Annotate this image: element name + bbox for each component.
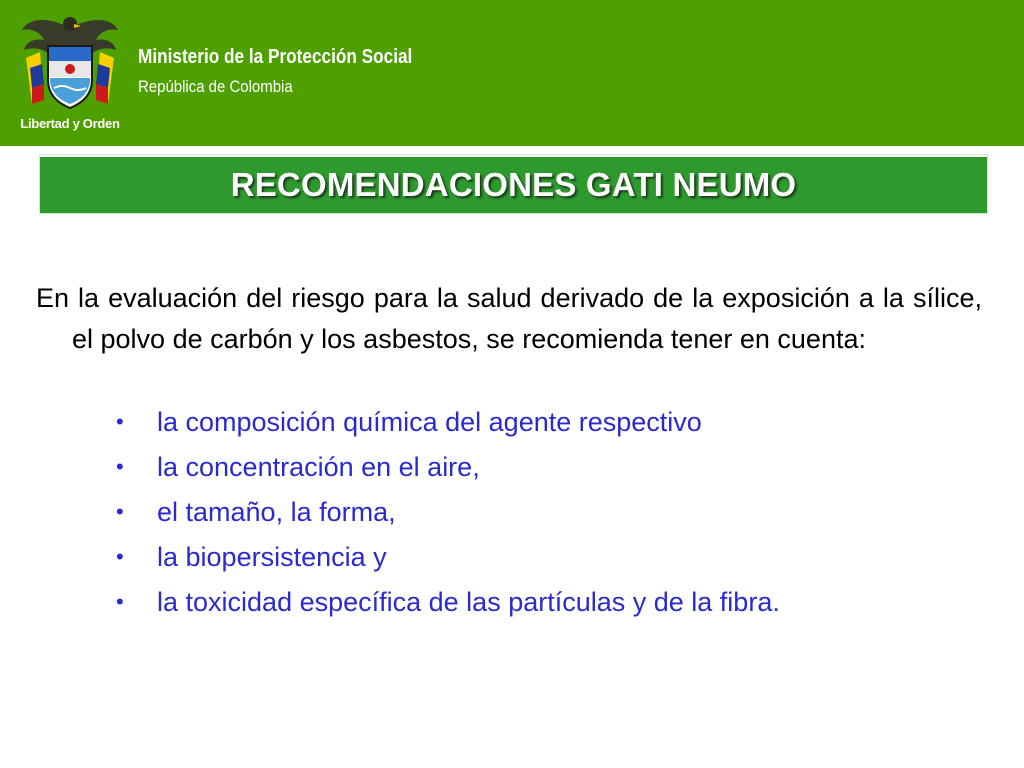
list-item-text: la composición química del agente respectivo (157, 407, 702, 437)
list-item (112, 494, 972, 539)
list-item-text: la toxicidad específica de las partículas y de la fibra. (157, 587, 780, 617)
ministry-subtitle: República de Colombia (138, 77, 293, 96)
list-item (112, 539, 972, 584)
crest-motto: Libertad y Orden (20, 116, 120, 131)
intro-paragraph: En la evaluación del riesgo para la salud derivado de la exposición a la sílice, el polvo de carbón y los asbestos, se recomienda tener en cuenta: (36, 283, 982, 354)
bullet-icon: • (116, 454, 124, 479)
list-item (112, 449, 972, 494)
list-item-text: la concentración en el aire, (157, 452, 480, 482)
bullet-icon: • (116, 589, 124, 614)
crest-emblem-icon (18, 8, 122, 116)
title-banner (40, 155, 987, 213)
bullet-icon: • (116, 409, 124, 434)
ministry-title: Ministerio de la Protección Social (138, 46, 413, 68)
list-item (112, 404, 972, 449)
list-item (112, 584, 972, 629)
bullet-icon: • (116, 499, 124, 524)
recommendation-list (112, 404, 972, 629)
colombia-coat-of-arms-logo (18, 8, 122, 140)
header-bar (0, 0, 1024, 146)
list-item-text: el tamaño, la forma, (157, 497, 396, 527)
list-item-text: la biopersistencia y (157, 542, 387, 572)
slide-title: RECOMENDACIONES GATI NEUMO (230, 166, 797, 203)
bullet-icon: • (116, 544, 124, 569)
